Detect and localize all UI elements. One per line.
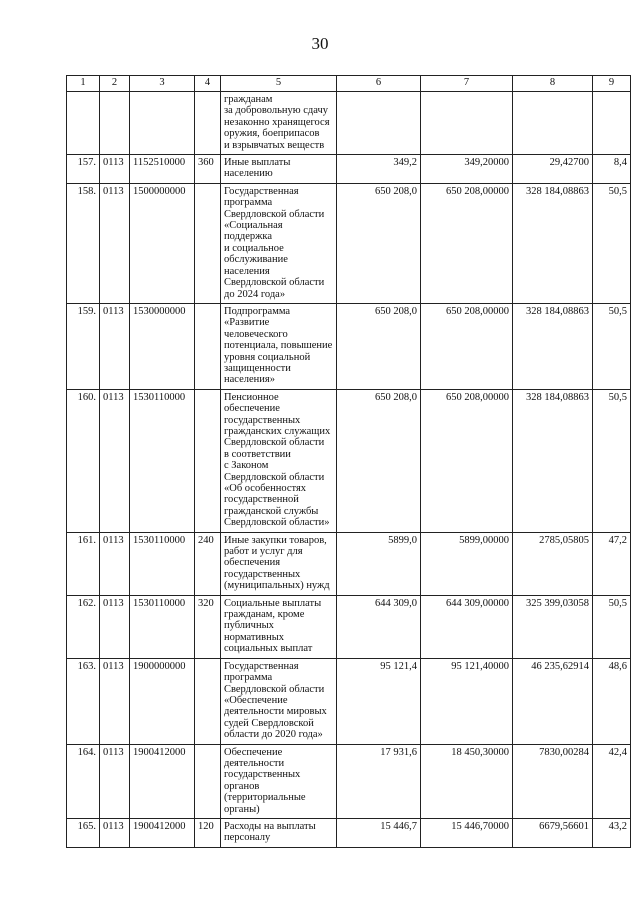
target-code-cell	[130, 92, 195, 155]
executed-amount-cell	[513, 92, 593, 155]
section-code-cell: 0113	[100, 818, 130, 847]
refined-amount-cell: 349,20000	[421, 155, 513, 184]
header-cell: 2	[100, 76, 130, 92]
budget-table	[66, 75, 631, 848]
refined-amount-cell: 644 309,00000	[421, 595, 513, 658]
target-code-cell: 1900412000	[130, 818, 195, 847]
item-name-cell: Социальные выплаты гражданам, кроме публичных нормативных социальных выплат	[221, 595, 337, 658]
row-number-cell: 161.	[67, 532, 100, 595]
header-cell: 5	[221, 76, 337, 92]
refined-amount-cell: 650 208,00000	[421, 183, 513, 303]
execution-percent-cell: 42,4	[593, 744, 631, 818]
table-row	[67, 818, 631, 847]
section-code-cell: 0113	[100, 532, 130, 595]
section-code-cell: 0113	[100, 155, 130, 184]
table-body	[67, 92, 631, 848]
execution-percent-cell: 50,5	[593, 595, 631, 658]
item-name-cell: Подпрограмма «Развитие человеческого потенциала, повышение уровня социальной защищенности населения»	[221, 303, 337, 389]
header-cell: 9	[593, 76, 631, 92]
refined-amount-cell: 95 121,40000	[421, 658, 513, 744]
executed-amount-cell: 46 235,62914	[513, 658, 593, 744]
target-code-cell: 1530000000	[130, 303, 195, 389]
target-code-cell: 1500000000	[130, 183, 195, 303]
section-code-cell: 0113	[100, 595, 130, 658]
expense-kind-cell	[195, 389, 221, 532]
approved-amount-cell: 644 309,0	[337, 595, 421, 658]
approved-amount-cell: 5899,0	[337, 532, 421, 595]
item-name-cell: Государственная программа Свердловской области «Социальная поддержка и социальное обслуживание населения Свердловской области до 2024 года»	[221, 183, 337, 303]
expense-kind-cell: 240	[195, 532, 221, 595]
item-name-cell: гражданам за добровольную сдачу незаконно хранящегося оружия, боеприпасов и взрывчатых веществ	[221, 92, 337, 155]
table-row	[67, 532, 631, 595]
target-code-cell: 1900412000	[130, 744, 195, 818]
target-code-cell: 1900000000	[130, 658, 195, 744]
row-number-cell: 158.	[67, 183, 100, 303]
execution-percent-cell: 48,6	[593, 658, 631, 744]
expense-kind-cell	[195, 92, 221, 155]
approved-amount-cell: 349,2	[337, 155, 421, 184]
executed-amount-cell: 2785,05805	[513, 532, 593, 595]
executed-amount-cell: 325 399,03058	[513, 595, 593, 658]
executed-amount-cell: 6679,56601	[513, 818, 593, 847]
refined-amount-cell: 650 208,00000	[421, 389, 513, 532]
row-number-cell: 160.	[67, 389, 100, 532]
table-row	[67, 155, 631, 184]
refined-amount-cell: 5899,00000	[421, 532, 513, 595]
expense-kind-cell	[195, 183, 221, 303]
item-name-cell: Государственная программа Свердловской области «Обеспечение деятельности мировых судей Свердловской области до 2020 года»	[221, 658, 337, 744]
target-code-cell: 1530110000	[130, 389, 195, 532]
header-cell: 8	[513, 76, 593, 92]
executed-amount-cell: 328 184,08863	[513, 389, 593, 532]
expense-kind-cell	[195, 744, 221, 818]
expense-kind-cell: 120	[195, 818, 221, 847]
approved-amount-cell: 650 208,0	[337, 389, 421, 532]
execution-percent-cell	[593, 92, 631, 155]
approved-amount-cell: 95 121,4	[337, 658, 421, 744]
executed-amount-cell: 328 184,08863	[513, 303, 593, 389]
table-row	[67, 595, 631, 658]
row-number-cell: 165.	[67, 818, 100, 847]
section-code-cell: 0113	[100, 303, 130, 389]
target-code-cell: 1530110000	[130, 532, 195, 595]
approved-amount-cell	[337, 92, 421, 155]
execution-percent-cell: 43,2	[593, 818, 631, 847]
refined-amount-cell: 15 446,70000	[421, 818, 513, 847]
header-cell: 3	[130, 76, 195, 92]
approved-amount-cell: 15 446,7	[337, 818, 421, 847]
expense-kind-cell: 320	[195, 595, 221, 658]
approved-amount-cell: 650 208,0	[337, 303, 421, 389]
refined-amount-cell: 18 450,30000	[421, 744, 513, 818]
table-row	[67, 92, 631, 155]
refined-amount-cell: 650 208,00000	[421, 303, 513, 389]
table-row	[67, 389, 631, 532]
item-name-cell: Иные закупки товаров, работ и услуг для обеспечения государственных (муниципальных) нужд	[221, 532, 337, 595]
table-row	[67, 303, 631, 389]
item-name-cell: Расходы на выплаты персоналу	[221, 818, 337, 847]
header-cell: 1	[67, 76, 100, 92]
row-number-cell: 163.	[67, 658, 100, 744]
expense-kind-cell	[195, 658, 221, 744]
table-header-row	[67, 76, 631, 92]
table-row	[67, 744, 631, 818]
expense-kind-cell: 360	[195, 155, 221, 184]
section-code-cell: 0113	[100, 183, 130, 303]
approved-amount-cell: 650 208,0	[337, 183, 421, 303]
executed-amount-cell: 328 184,08863	[513, 183, 593, 303]
header-cell: 7	[421, 76, 513, 92]
execution-percent-cell: 50,5	[593, 303, 631, 389]
expense-kind-cell	[195, 303, 221, 389]
header-cell: 4	[195, 76, 221, 92]
item-name-cell: Иные выплаты населению	[221, 155, 337, 184]
item-name-cell: Обеспечение деятельности государственных органов (территориальные органы)	[221, 744, 337, 818]
row-number-cell	[67, 92, 100, 155]
section-code-cell: 0113	[100, 658, 130, 744]
executed-amount-cell: 7830,00284	[513, 744, 593, 818]
executed-amount-cell: 29,42700	[513, 155, 593, 184]
execution-percent-cell: 8,4	[593, 155, 631, 184]
row-number-cell: 157.	[67, 155, 100, 184]
table-row	[67, 658, 631, 744]
row-number-cell: 162.	[67, 595, 100, 658]
row-number-cell: 164.	[67, 744, 100, 818]
target-code-cell: 1530110000	[130, 595, 195, 658]
section-code-cell: 0113	[100, 744, 130, 818]
section-code-cell	[100, 92, 130, 155]
item-name-cell: Пенсионное обеспечение государственных гражданских служащих Свердловской области в соответствии с Законом Свердловской области «Об особенностях государственной гражданской службы Свердловской области»	[221, 389, 337, 532]
approved-amount-cell: 17 931,6	[337, 744, 421, 818]
header-cell: 6	[337, 76, 421, 92]
section-code-cell: 0113	[100, 389, 130, 532]
execution-percent-cell: 50,5	[593, 389, 631, 532]
page-number: 30	[311, 34, 329, 53]
target-code-cell: 1152510000	[130, 155, 195, 184]
refined-amount-cell	[421, 92, 513, 155]
execution-percent-cell: 47,2	[593, 532, 631, 595]
execution-percent-cell: 50,5	[593, 183, 631, 303]
table-row	[67, 183, 631, 303]
row-number-cell: 159.	[67, 303, 100, 389]
